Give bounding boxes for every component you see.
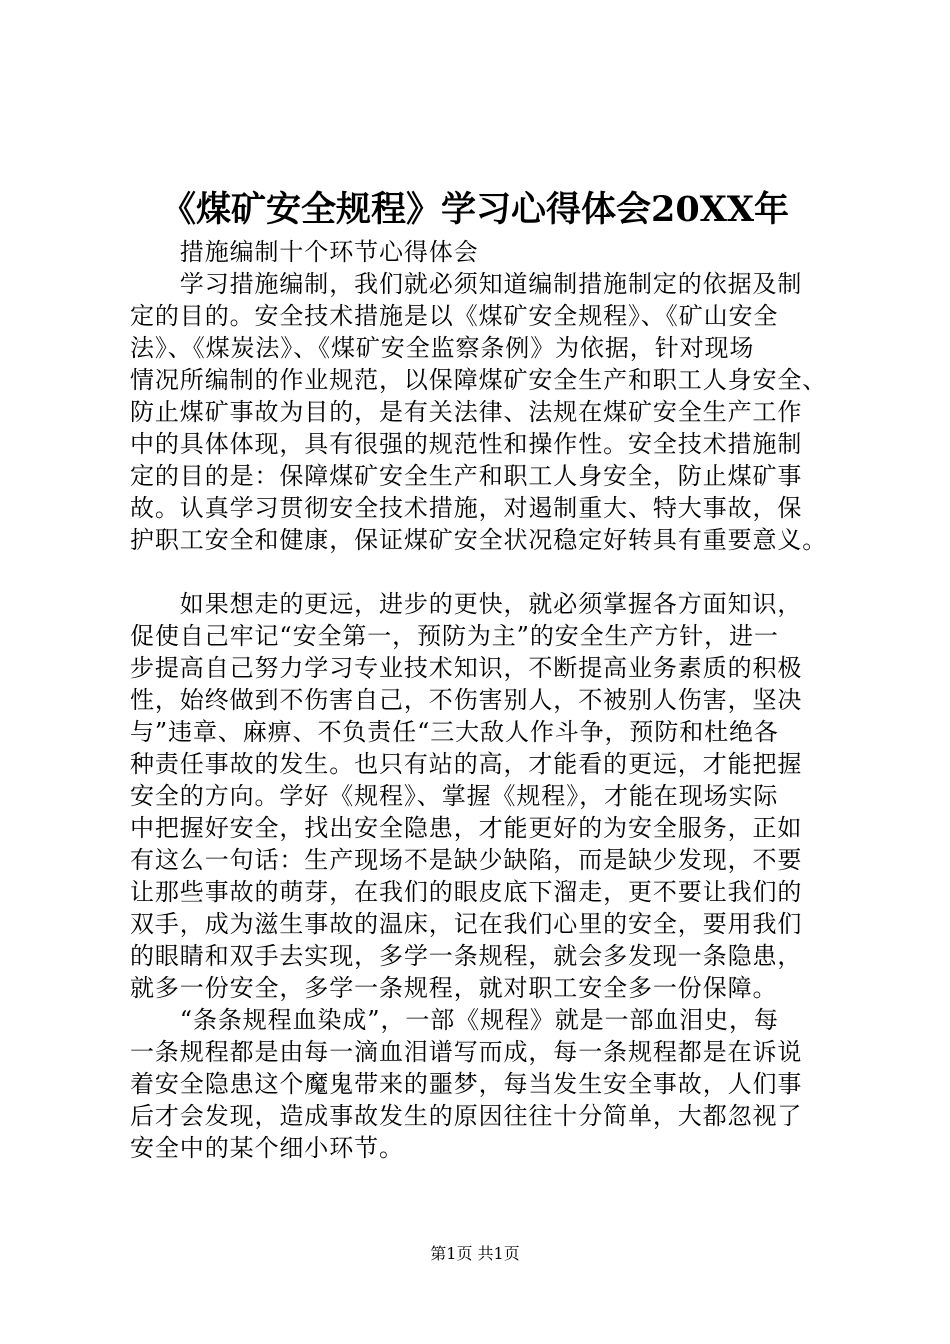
body-text-line: 性，始终做到不伤害自己，不伤害别人，不被别人伤害，坚决: [130, 686, 803, 714]
body-text-line: 种责任事故的发生。也只有站的高，才能看的更远，才能把握: [130, 750, 803, 778]
body-text-line: 一条规程都是由每一滴血泪谱写而成，每一条规程都是在诉说: [130, 1038, 803, 1066]
body-text-line: 安全的方向。学好《规程》、掌握《规程》，才能在现场实际: [130, 782, 779, 810]
body-text-line: 定的目的。安全技术措施是以《煤矿安全规程》、《矿山安全: [130, 302, 779, 330]
body-text-line: 情况所编制的作业规范，以保障煤矿安全生产和职工人身安全、: [130, 366, 828, 394]
body-text-line: 如果想走的更远，进步的更快，就必须掌握各方面知识，: [130, 590, 803, 618]
body-text-line: “条条规程血染成”，一部《规程》就是一部血泪史，每: [130, 1006, 779, 1034]
body-text-line: 双手，成为滋生事故的温床，记在我们心里的安全，要用我们: [130, 910, 803, 938]
body-text-line: 有这么一句话：生产现场不是缺少缺陷，而是缺少发现，不要: [130, 846, 803, 874]
body-text-line: 护职工安全和健康，保证煤矿安全状况稳定好转具有重要意义。: [130, 526, 828, 554]
body-text-line: 安全中的某个细小环节。: [130, 1134, 404, 1162]
body-text-line: 防止煤矿事故为目的，是有关法律、法规在煤矿安全生产工作: [130, 398, 803, 426]
blank-line: [130, 556, 830, 588]
body-text-line: 着安全隐患这个魔鬼带来的噩梦，每当发生安全事故，人们事: [130, 1070, 803, 1098]
body-text-line: 故。认真学习贯彻安全技术措施，对遏制重大、特大事故，保: [130, 494, 803, 522]
body-text-line: 与”违章、麻痹、不负责任“三大敌人作斗争，预防和杜绝各: [130, 718, 779, 746]
document-body: [130, 236, 830, 1164]
document-title: 《煤矿安全规程》学习心得体会20XX年: [160, 189, 790, 230]
body-text-line: 就多一份安全，多学一条规程，就对职工安全多一份保障。: [130, 974, 778, 1002]
body-text-line: 中的具体体现，具有很强的规范性和操作性。安全技术措施制: [130, 430, 803, 458]
page-footer: 第1页 共1页: [430, 1244, 520, 1263]
body-text-line: 法》、《煤炭法》、《煤矿安全监察条例》为依据，针对现场: [130, 334, 755, 362]
body-text-line: 促使自己牢记“安全第一，预防为主”的安全生产方针，进一: [130, 622, 779, 650]
body-text-line: 学习措施编制，我们就必须知道编制措施制定的依据及制: [130, 270, 803, 298]
body-text-line: 的眼睛和双手去实现，多学一条规程，就会多发现一条隐患，: [130, 942, 803, 970]
body-text-line: 让那些事故的萌芽，在我们的眼皮底下溜走，更不要让我们的: [130, 878, 803, 906]
body-text-line: 中把握好安全，找出安全隐患，才能更好的为安全服务，正如: [130, 814, 803, 842]
body-text-line: 措施编制十个环节心得体会: [130, 238, 479, 266]
body-text-line: 步提高自己努力学习专业技术知识，不断提高业务素质的积极: [130, 654, 803, 682]
body-text-line: 定的目的是：保障煤矿安全生产和职工人身安全，防止煤矿事: [130, 462, 803, 490]
body-text-line: 后才会发现，造成事故发生的原因往往十分简单，大都忽视了: [130, 1102, 803, 1130]
